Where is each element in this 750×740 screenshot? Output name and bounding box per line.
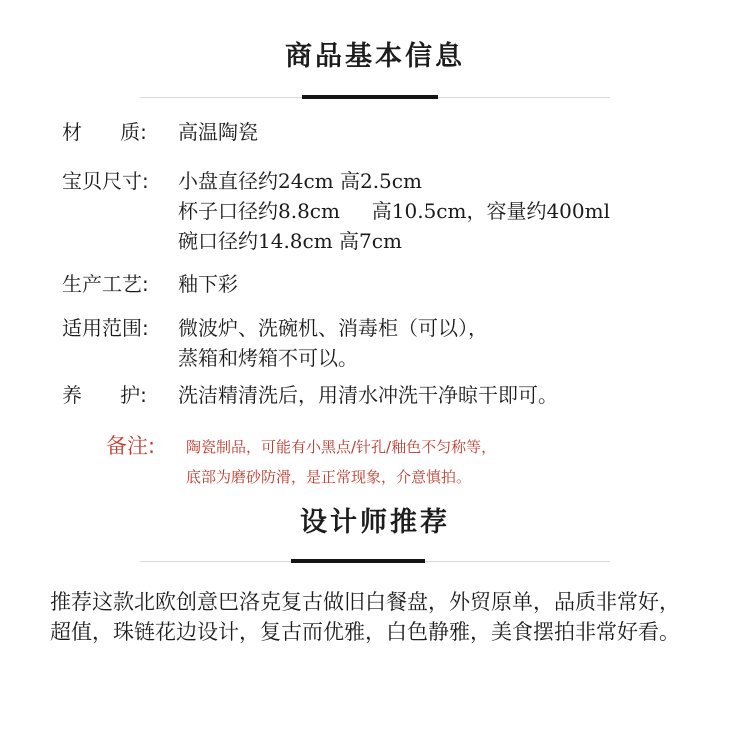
note-label: 备注: <box>106 434 156 458</box>
spec-value: 蒸箱和烤箱不可以。 <box>178 346 358 370</box>
spec-value: 高温陶瓷 <box>178 120 258 144</box>
note-line: 底部为磨砂防滑，是正常现象，介意慎拍。 <box>186 468 472 486</box>
spec-value: 釉下彩 <box>178 272 238 296</box>
spec-value: 碗口径约14.8cm 高7cm <box>178 229 402 253</box>
note-line: 陶瓷制品，可能有小黑点/针孔/釉色不匀称等， <box>186 438 497 456</box>
spec-value: 小盘直径约24cm 高2.5cm <box>178 169 422 193</box>
title-accent-bar <box>302 95 438 99</box>
spec-value: 微波炉、洗碗机、消毒柜（可以）， <box>178 316 488 340</box>
spec-label: 生产工艺: <box>62 272 149 296</box>
designer-accent-bar <box>291 559 425 563</box>
spec-value: 洗洁精清洗后，用清水冲洗干净晾干即可。 <box>178 383 558 407</box>
designer-paragraph: 推荐这款北欧创意巴洛克复古做旧白餐盘，外贸原单，品质非常好，超值，珠链花边设计，复古而优雅，白色静雅，美食摆拍非常好看。 <box>50 590 680 644</box>
spec-label: 宝贝尺寸: <box>62 169 149 193</box>
spec-label: 养 护: <box>62 383 147 407</box>
basic-info-title: 商品基本信息 <box>285 41 465 72</box>
spec-label: 材 质: <box>62 120 147 144</box>
designer-title: 设计师推荐 <box>300 507 450 538</box>
spec-label: 适用范围: <box>62 316 149 340</box>
spec-value: 杯子口径约8.8cm 高10.5cm，容量约400ml <box>178 199 610 223</box>
